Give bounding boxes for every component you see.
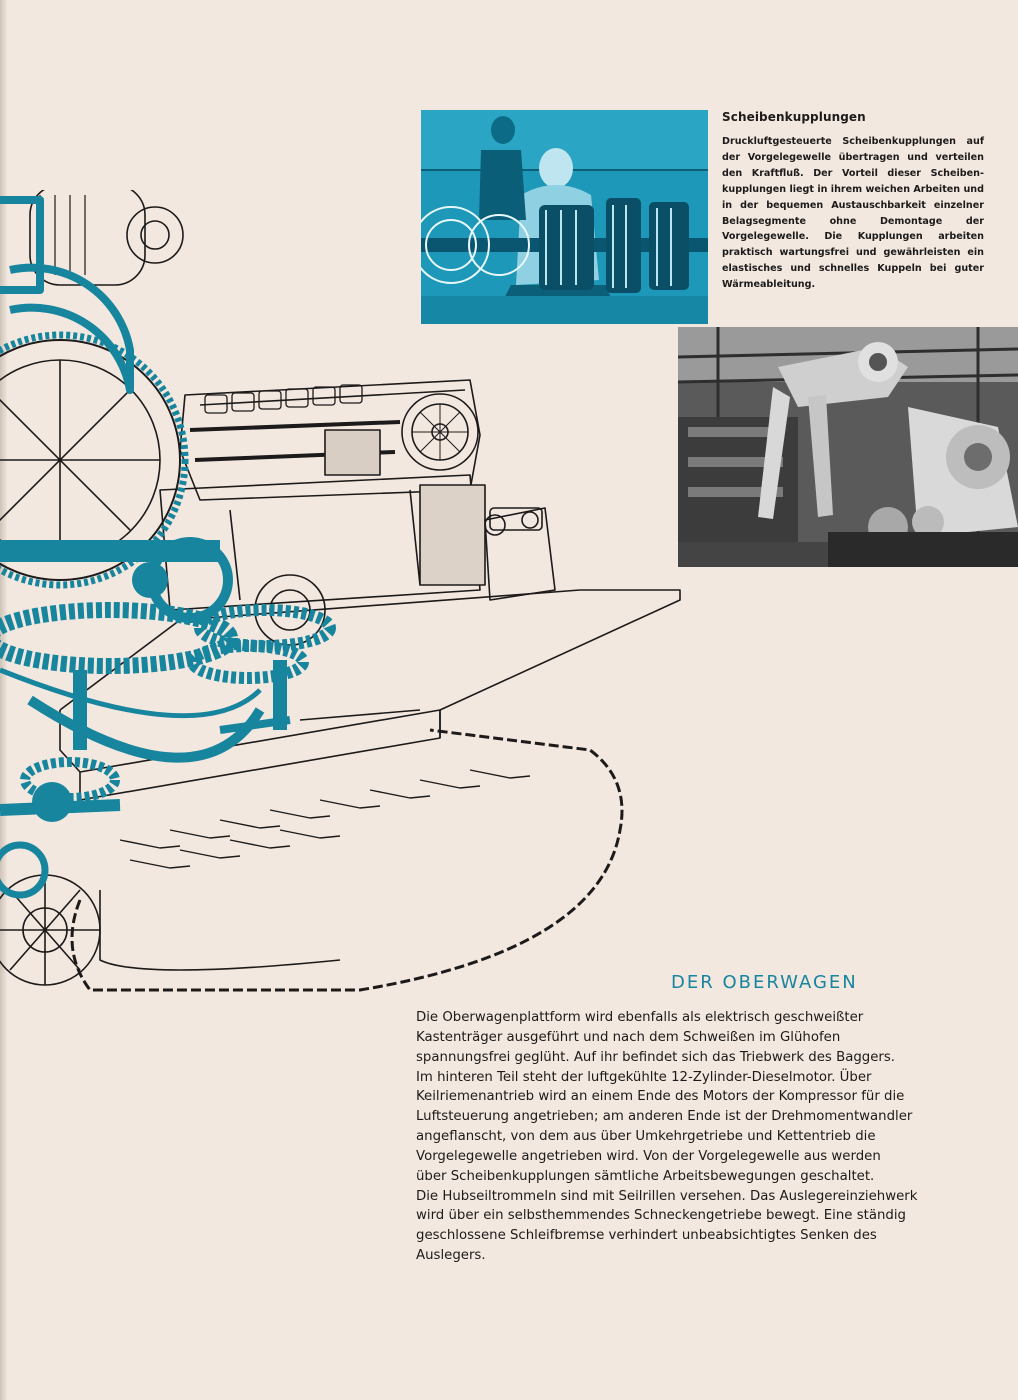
body-line: angeflanscht, von dem aus über Umkehrgetriebe und Kettentrieb die — [416, 1129, 876, 1145]
body-line: Luftsteuerung angetrieben; am anderen Ende ist der Drehmomentwandler — [416, 1109, 913, 1125]
body-line: Die Hubseiltrommeln sind mit Seilrillen versehen. Das Auslegereinziehwerk — [416, 1188, 918, 1204]
factory-assembly-photo — [678, 327, 1018, 567]
caption-text: Druckluftgesteuerte Scheibenkupplungen auf der Vorgelegewelle übertragen und verteilen den Kraftfluß. Der Vorteil dieser Scheiben-kupplungen liegt in ihrem weichen Arbeiten und in der bequemen Austauschbarkeit einzelner Belagsegmente ohne Demontage der Vorgelegewelle. Die Kupplungen arbeiten praktisch wartungsfrei und gewährleisten ein elastisches und schnelles Kuppeln bei guter Wärmeableitung. — [722, 136, 984, 291]
clutch-workshop-photo — [421, 110, 708, 324]
caption-title: Scheibenkupplungen — [722, 110, 866, 124]
drivetrain-cutaway-illustration — [0, 190, 690, 1090]
body-line: Die Oberwagenplattform wird ebenfalls als elektrisch geschweißter — [416, 1010, 864, 1025]
body-line: wird über ein selbsthemmendes Schneckengetriebe bewegt. Eine ständig — [416, 1208, 906, 1224]
body-line: Vorgelegewelle angetrieben wird. Von der Vorgelegewelle aus werden — [416, 1148, 881, 1164]
body-line: Auslegers. — [416, 1248, 486, 1264]
body-line: über Scheibenkupplungen sämtliche Arbeitsbewegungen geschaltet. — [416, 1168, 875, 1184]
body-line: geschlossene Schleifbremse verhindert unbeabsichtigtes Senken des — [416, 1228, 877, 1244]
body-line: Im hinteren Teil steht der luftgekühlte 12-Zylinder-Dieselmotor. Über — [416, 1069, 872, 1085]
section-body — [416, 1008, 918, 1266]
section-title: DER OBERWAGEN — [671, 972, 858, 993]
clutch-caption — [722, 110, 984, 293]
body-line: spannungsfrei geglüht. Auf ihr befindet sich das Triebwerk des Baggers. — [416, 1049, 896, 1065]
body-line: Keilriemenantrieb wird an einem Ende des Motors der Kompressor für die — [416, 1089, 905, 1105]
body-line: Kastenträger ausgeführt und nach dem Schweißen im Glühofen — [416, 1029, 841, 1045]
